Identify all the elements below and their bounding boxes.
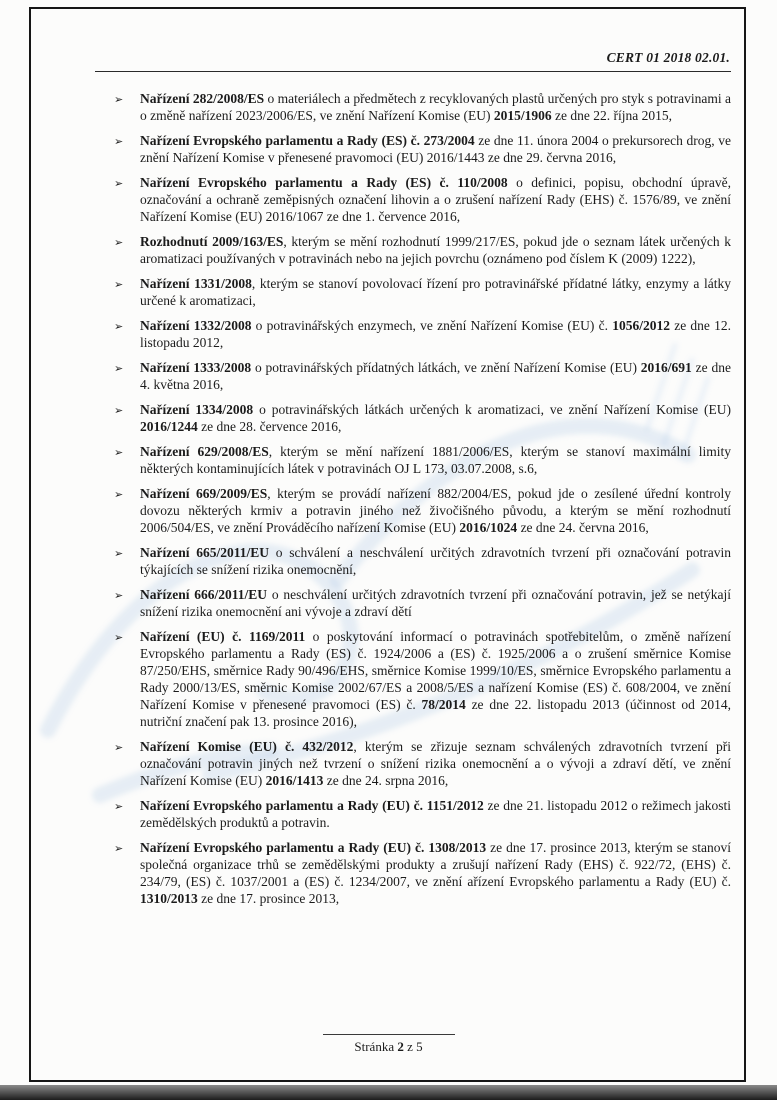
arrow-bullet-icon: ➢ <box>114 362 124 375</box>
arrow-bullet-icon: ➢ <box>114 547 124 560</box>
item-text: Nařízení Evropského parlamentu a Rady (ES) č. 273/2004 ze dne 11. února 2004 o prekursorech drog, ve znění Nařízení Komise v přenesené pravomoci (EU) 2016/1443 ze dne 29. června 2016, <box>140 133 731 165</box>
arrow-bullet-icon: ➢ <box>114 741 124 754</box>
item-text: Nařízení 669/2009/ES, kterým se provádí nařízení 882/2004/ES, pokud jde o zesílené úřední kontroly dovozu některých krmiv a potravin jiného než živočišného původu, a kterým se mění rozhodnutí 2006/504/ES, ve znění Prováděcího nařízení Komise (EU) 2016/1024 ze dne 24. června 2016, <box>140 486 732 535</box>
arrow-bullet-icon: ➢ <box>114 631 124 644</box>
arrow-bullet-icon: ➢ <box>114 800 124 813</box>
list-item <box>114 233 731 267</box>
list-item <box>114 586 732 620</box>
item-text: Nařízení 665/2011/EU o schválení a neschválení určitých zdravotních tvrzení při označování potravin týkajících se snížení rizika onemocnění, <box>140 545 731 577</box>
arrow-bullet-icon: ➢ <box>114 135 124 148</box>
arrow-bullet-icon: ➢ <box>114 488 124 501</box>
list-item <box>114 443 731 477</box>
item-text: Nařízení 1333/2008 o potravinářských přídatných látkách, ve znění Nařízení Komise (EU) 2016/691 ze dne 4. května 2016, <box>140 360 731 392</box>
item-text: Nařízení 1332/2008 o potravinářských enzymech, ve znění Nařízení Komise (EU) č. 1056/2012 ze dne 12. listopadu 2012, <box>140 318 731 350</box>
item-text: Nařízení Evropského parlamentu a Rady (EU) č. 1151/2012 ze dne 21. listopadu 2012 o režimech jakosti zemědělských produktů a potravin. <box>140 798 732 830</box>
item-text: Rozhodnutí 2009/163/ES, kterým se mění rozhodnutí 1999/217/ES, pokud jde o seznam látek určených k aromatizaci používaných v potravinách nebo na jejich povrchu (oznámeno pod číslem K (2009) 1222), <box>140 234 731 266</box>
list-item <box>114 401 731 435</box>
arrow-bullet-icon: ➢ <box>114 93 124 106</box>
arrow-bullet-icon: ➢ <box>114 589 124 602</box>
item-text: Nařízení 1334/2008 o potravinářských látkách určených k aromatizaci, ve znění Nařízení Komise (EU) 2016/1244 ze dne 28. července 2016, <box>140 402 731 434</box>
footer-page-label <box>354 1039 422 1054</box>
list-item <box>114 317 731 351</box>
item-text: Nařízení Komise (EU) č. 432/2012, kterým se zřizuje seznam schválených zdravotních tvrzení při označování potravin jiných než tvrzení o snížení rizika onemocnění a o vývoji a zdraví dětí, ve znění Nařízení Komise (EU) 2016/1413 ze dne 24. srpna 2016, <box>140 739 731 788</box>
item-text: Nařízení 629/2008/ES, kterým se mění nařízení 1881/2006/ES, kterým se stanoví maximální limity některých kontaminujících látek v potravinách OJ L 173, 03.07.2008, s.6, <box>140 444 731 476</box>
list-item <box>114 485 732 536</box>
footer-page-number: 2 <box>397 1039 404 1054</box>
list-item <box>114 839 731 907</box>
regulation-list <box>114 90 732 915</box>
scan-edge-artifact <box>0 1085 777 1100</box>
item-text: Nařízení 666/2011/EU o neschválení určitých zdravotních tvrzení při označování potravin, jež se netýkají snížení rizika onemocnění ani vývoje a zdraví dětí <box>140 587 732 619</box>
arrow-bullet-icon: ➢ <box>114 320 124 333</box>
arrow-bullet-icon: ➢ <box>114 278 124 291</box>
arrow-bullet-icon: ➢ <box>114 236 124 249</box>
doc-code-header: CERT 01 2018 02.01. <box>606 50 730 65</box>
arrow-bullet-icon: ➢ <box>114 404 124 417</box>
footer-prefix: Stránka <box>354 1039 398 1054</box>
arrow-bullet-icon: ➢ <box>114 842 124 855</box>
item-text: Nařízení Evropského parlamentu a Rady (ES) č. 110/2008 o definici, popisu, obchodní úpravě, označování a ochraně zeměpisných označení lihovin a o zrušení nařízení Rady (EHS) č. 1576/89, ve znění Nařízení Komise (EU) 2016/1067 ze dne 1. července 2016, <box>140 175 731 224</box>
list-item <box>114 359 731 393</box>
item-text: Nařízení (EU) č. 1169/2011 o poskytování informací o potravinách spotřebitelům, o změně nařízení Evropského parlamentu a Rady (ES) č. 1924/2006 a (ES) č. 1925/2006 a o zrušení směrnice Komise 87/250/EHS, směrnice Rady 90/496/EHS, směrnice Komise 1999/10/ES, směrnice Evropského parlamentu a Rady 2000/13/ES, směrnic Komise 2002/67/ES a 2008/5/ES a nařízení Komise (ES) č. 608/2004, ve znění Nařízení Komise v přenesené pravomoci (ES) č. 78/2014 ze dne 22. listopadu 2013 (účinnost od 2014, nutriční značení pak 13. prosince 2016), <box>140 629 732 729</box>
header-rule <box>95 71 731 72</box>
list-item <box>114 174 731 225</box>
page-footer <box>0 1039 777 1055</box>
item-text: Nařízení 282/2008/ES o materiálech a předmětech z recyklovaných plastů určených pro styk s potravinami a o změně nařízení 2023/2006/ES, ve znění Nařízení Komise (EU) 2015/1906 ze dne 22. října 2015, <box>140 91 731 123</box>
arrow-bullet-icon: ➢ <box>114 177 124 190</box>
list-item <box>114 275 731 309</box>
list-item <box>114 132 731 166</box>
item-text: Nařízení 1331/2008, kterým se stanoví povolovací řízení pro potravinářské přídatné látky, enzymy a látky určené k aromatizaci, <box>140 276 731 308</box>
list-item <box>114 797 732 831</box>
arrow-bullet-icon: ➢ <box>114 446 124 459</box>
list-item <box>114 544 731 578</box>
item-text: Nařízení Evropského parlamentu a Rady (EU) č. 1308/2013 ze dne 17. prosince 2013, kterým se stanoví společná organizace trhů se zemědělskými produkty a zrušují nařízení Rady (EHS) č. 922/72, (EHS) č. 234/79, (ES) č. 1037/2001 a (ES) č. 1234/2007, ve znění ařízení Evropského parlamentu a Rady (EU) č. 1310/2013 ze dne 17. prosince 2013, <box>140 840 731 906</box>
list-item <box>114 738 731 789</box>
footer-suffix: z 5 <box>403 1039 423 1054</box>
list-item <box>114 628 732 730</box>
footer-rule <box>323 1034 455 1035</box>
list-item <box>114 90 731 124</box>
